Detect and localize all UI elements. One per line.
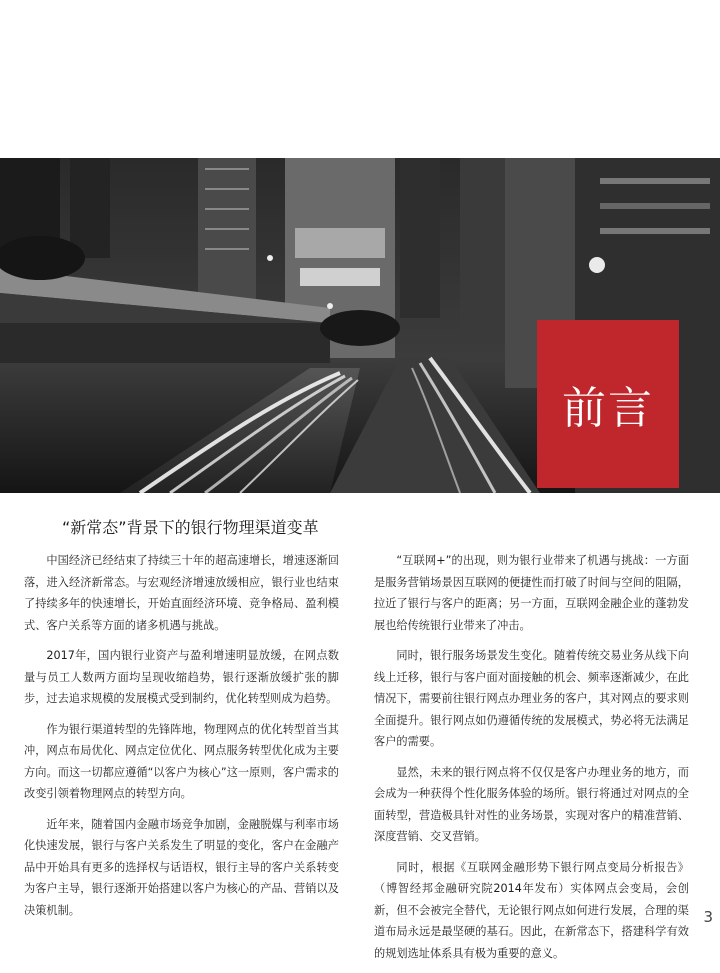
left-column: [24, 550, 339, 930]
preface-title: 前言: [562, 383, 654, 434]
paragraph: 2017年，国内银行业资产与盈利增速明显放缓，在网点数量与员工人数两方面均呈现收缩趋势，银行逐渐放缓扩张的脚步，过去追求规模的发展模式受到制约，优化转型则成为趋势。: [24, 649, 339, 705]
paragraph: “互联网+”的出现，则为银行业带来了机遇与挑战：一方面是服务营销场景因互联网的便捷性而打破了时间与空间的阻隔，拉近了银行与客户的距离；另一方面，互联网金融企业的蓬勃发展也给传统银行业带来了冲击。: [374, 554, 689, 632]
page-number: 3: [703, 908, 713, 926]
paragraph: 中国经济已经结束了持续三十年的超高速增长，增速逐渐回落，进入经济新常态。与宏观经济增速放缓相应，银行业也结束了持续多年的快速增长，开始直面经济环境、竞争格局、盈利模式、客户关系等方面的诸多机遇与挑战。: [24, 554, 339, 632]
paragraph: 同时，根据《互联网金融形势下银行网点变局分析报告》（博智经邦金融研究院2014年发布）实体网点会变局，会创新，但不会被完全替代，无论银行网点如何进行发展，合理的渠道布局永远是最坚硬的基石。因此，在新常态下，搭建科学有效的规划选址体系具有极为重要的意义。: [374, 860, 689, 960]
paragraph: 显然，未来的银行网点将不仅仅是客户办理业务的地方，而会成为一种获得个性化服务体验的场所。银行将通过对网点的全面转型，营造极具针对性的业务场景，实现对客户的精准营销、深度营销、交叉营销。: [374, 765, 689, 843]
paragraph: 作为银行渠道转型的先锋阵地，物理网点的优化转型首当其冲，网点布局优化、网点定位优化、网点服务转型优化成为主要方向。而这一切都应遵循“以客户为核心”这一原则，客户需求的改变引领着物理网点的转型方向。: [24, 722, 339, 800]
preface-title-box: [537, 320, 679, 488]
section-heading: “新常态”背景下的银行物理渠道变革: [62, 518, 319, 537]
right-column: [374, 550, 689, 973]
paragraph: 近年来，随着国内金融市场竞争加剧，金融脱媒与利率市场化快速发展，银行与客户关系发生了明显的变化，客户在金融产品中开始具有更多的选择权与话语权，银行主导的客户关系转变为客户主导，银行逐渐开始搭建以客户为核心的产品、营销以及决策机制。: [24, 817, 339, 917]
paragraph: 同时，银行服务场景发生变化。随着传统交易业务从线下向线上迁移，银行与客户面对面接触的机会、频率逐渐减少，在此情况下，需要前往银行网点办理业务的客户，其对网点的要求则全面提升。银行网点如仍遵循传统的发展模式，势必将无法满足客户的需要。: [374, 649, 689, 748]
